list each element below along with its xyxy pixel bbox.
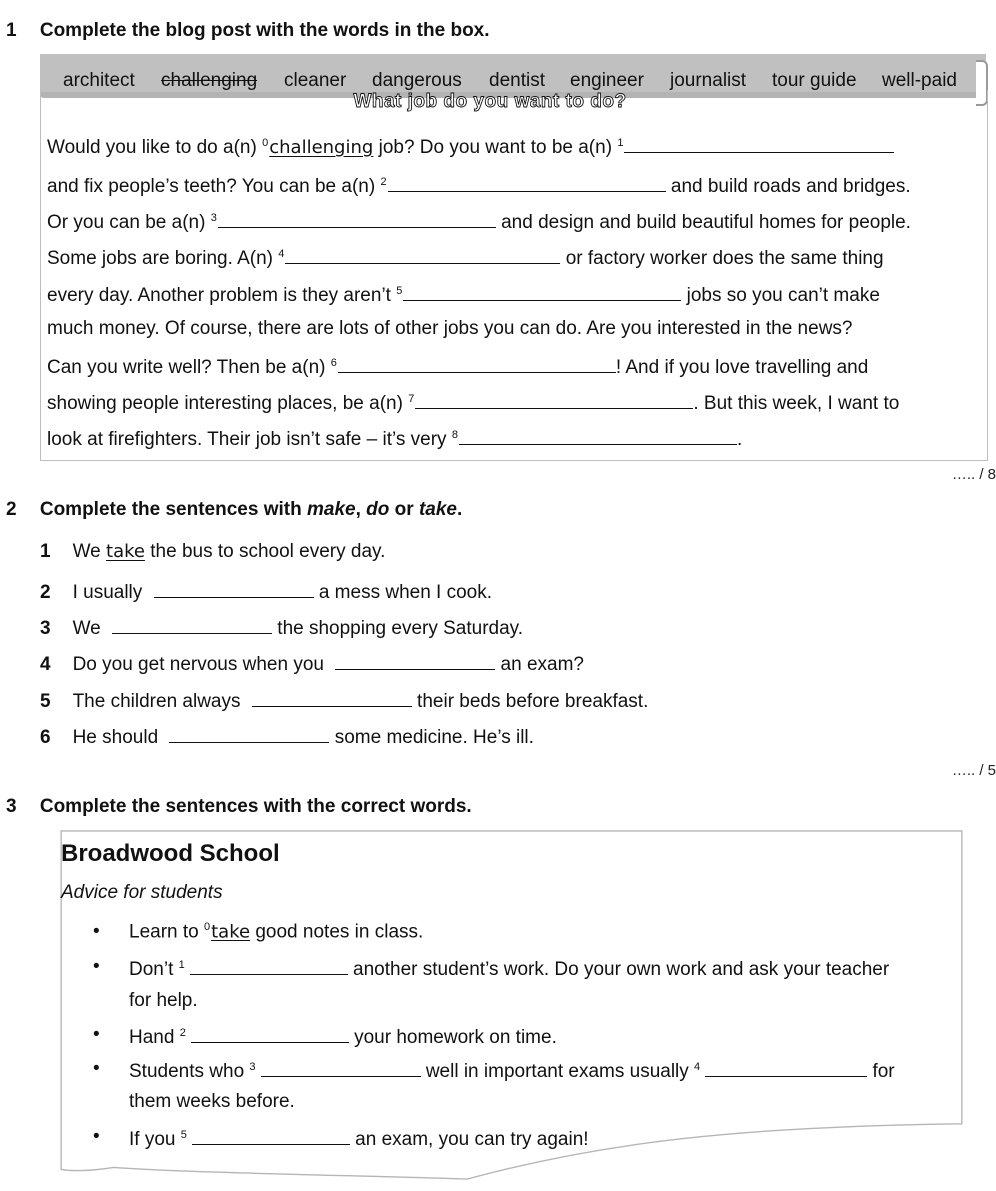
blog-line-3: Or you can be a(n) $^3$ and design and build beautiful homes for people. <box>47 209 911 234</box>
blank-1[interactable] <box>624 134 894 153</box>
word-well-paid: well-paid <box>882 70 957 91</box>
blank-a4[interactable] <box>705 1058 867 1077</box>
blank-8[interactable] <box>459 426 737 445</box>
blank-a3[interactable] <box>261 1058 421 1077</box>
blank-a5[interactable] <box>192 1126 350 1145</box>
blank-s4[interactable] <box>335 651 495 670</box>
bullet: • <box>93 1058 100 1079</box>
sentence-1: 1 We take the bus to school every day. <box>40 541 386 562</box>
advice-item-3-cont: them weeks before. <box>129 1091 295 1112</box>
sentence-2: 2 I usually a mess when I cook. <box>40 579 492 604</box>
score-exercise-2: ….. / 5 <box>951 762 996 779</box>
blank-5[interactable] <box>403 282 681 301</box>
bullet: • <box>93 956 100 977</box>
exercise-1-heading <box>6 20 490 42</box>
blog-line-5: every day. Another problem is they aren’t $^5$ jobs so you can’t make <box>47 282 880 307</box>
advice-item-0: Learn to $^0$take good notes in class. <box>129 921 424 943</box>
blog-line-7: Can you write well? Then be a(n) $^6$ ! And if you love travelling and <box>47 354 868 379</box>
exercise-3-heading: 3 Complete the sentences with the correct words. <box>6 796 472 817</box>
score-exercise-1: ….. / 8 <box>951 466 996 483</box>
sentence-6: 6 He should some medicine. He’s ill. <box>40 724 534 749</box>
blank-2[interactable] <box>388 173 666 192</box>
advice-item-2: Hand $^2$ your homework on time. <box>129 1024 557 1049</box>
word-dangerous: dangerous <box>372 70 462 91</box>
sentence-3: 3 We the shopping every Saturday. <box>40 615 523 640</box>
word-dentist: dentist <box>489 70 545 91</box>
blog-line-8: showing people interesting places, be a(n) $^7$ . But this week, I want to <box>47 390 899 415</box>
word-journalist: journalist <box>670 70 747 91</box>
blank-s2[interactable] <box>154 579 314 598</box>
word-architect: architect <box>63 70 135 91</box>
blog-line-9: look at firefighters. Their job isn’t safe – it’s very $^8$ . <box>47 426 742 451</box>
advice-subtitle: Advice for students <box>61 882 223 903</box>
blank-s5[interactable] <box>252 688 412 707</box>
blog-line-1: Would you like to do a(n) $^0$challenging job? Do you want to be a(n) $^1$ <box>47 134 894 159</box>
advice-item-3: Students who $^3$ well in important exams usually $^4$ for <box>129 1058 895 1083</box>
advice-title: Broadwood School <box>61 840 280 867</box>
blog-line-2: and fix people’s teeth? You can be a(n) $^2$ and build roads and bridges. <box>47 173 911 198</box>
word-challenging: challenging <box>161 70 258 91</box>
blank-7[interactable] <box>415 390 693 409</box>
exercise-instruction: Complete the blog post with the words in the box. <box>39 20 490 41</box>
exercise-number: 1 <box>6 20 17 41</box>
blog-line-6: much money. Of course, there are lots of other jobs you can do. Are you interested in the news? <box>47 318 853 339</box>
advice-item-1: Don’t $^1$ another student’s work. Do your own work and ask your teacher <box>129 956 889 981</box>
advice-item-1-cont: for help. <box>129 990 198 1011</box>
bullet: • <box>93 1126 100 1147</box>
example-answer: take <box>106 541 145 562</box>
sentence-5: 5 The children always their beds before breakfast. <box>40 688 648 713</box>
blank-a2[interactable] <box>191 1024 349 1043</box>
example-answer: take <box>211 921 251 943</box>
blog-post-title: What job do you want to do? <box>353 91 627 112</box>
word-cleaner: cleaner <box>284 70 347 91</box>
sentence-4: 4 Do you get nervous when you an exam? <box>40 651 584 676</box>
blank-3[interactable] <box>218 209 496 228</box>
advice-item-5: If you $^5$ an exam, you can try again! <box>129 1126 589 1151</box>
bullet: • <box>93 1024 100 1045</box>
example-answer: challenging <box>269 137 374 158</box>
exercise-2-heading: 2 Complete the sentences with make, do or take. <box>6 499 463 520</box>
blog-line-4: Some jobs are boring. A(n) $^4$ or factory worker does the same thing <box>47 245 884 270</box>
blank-4[interactable] <box>285 245 560 264</box>
blank-a1[interactable] <box>190 956 348 975</box>
word-tour-guide: tour guide <box>772 70 857 91</box>
blank-s3[interactable] <box>112 615 272 634</box>
word-engineer: engineer <box>570 70 644 91</box>
blank-s6[interactable] <box>169 724 329 743</box>
blank-6[interactable] <box>338 354 616 373</box>
bullet: • <box>93 921 100 942</box>
